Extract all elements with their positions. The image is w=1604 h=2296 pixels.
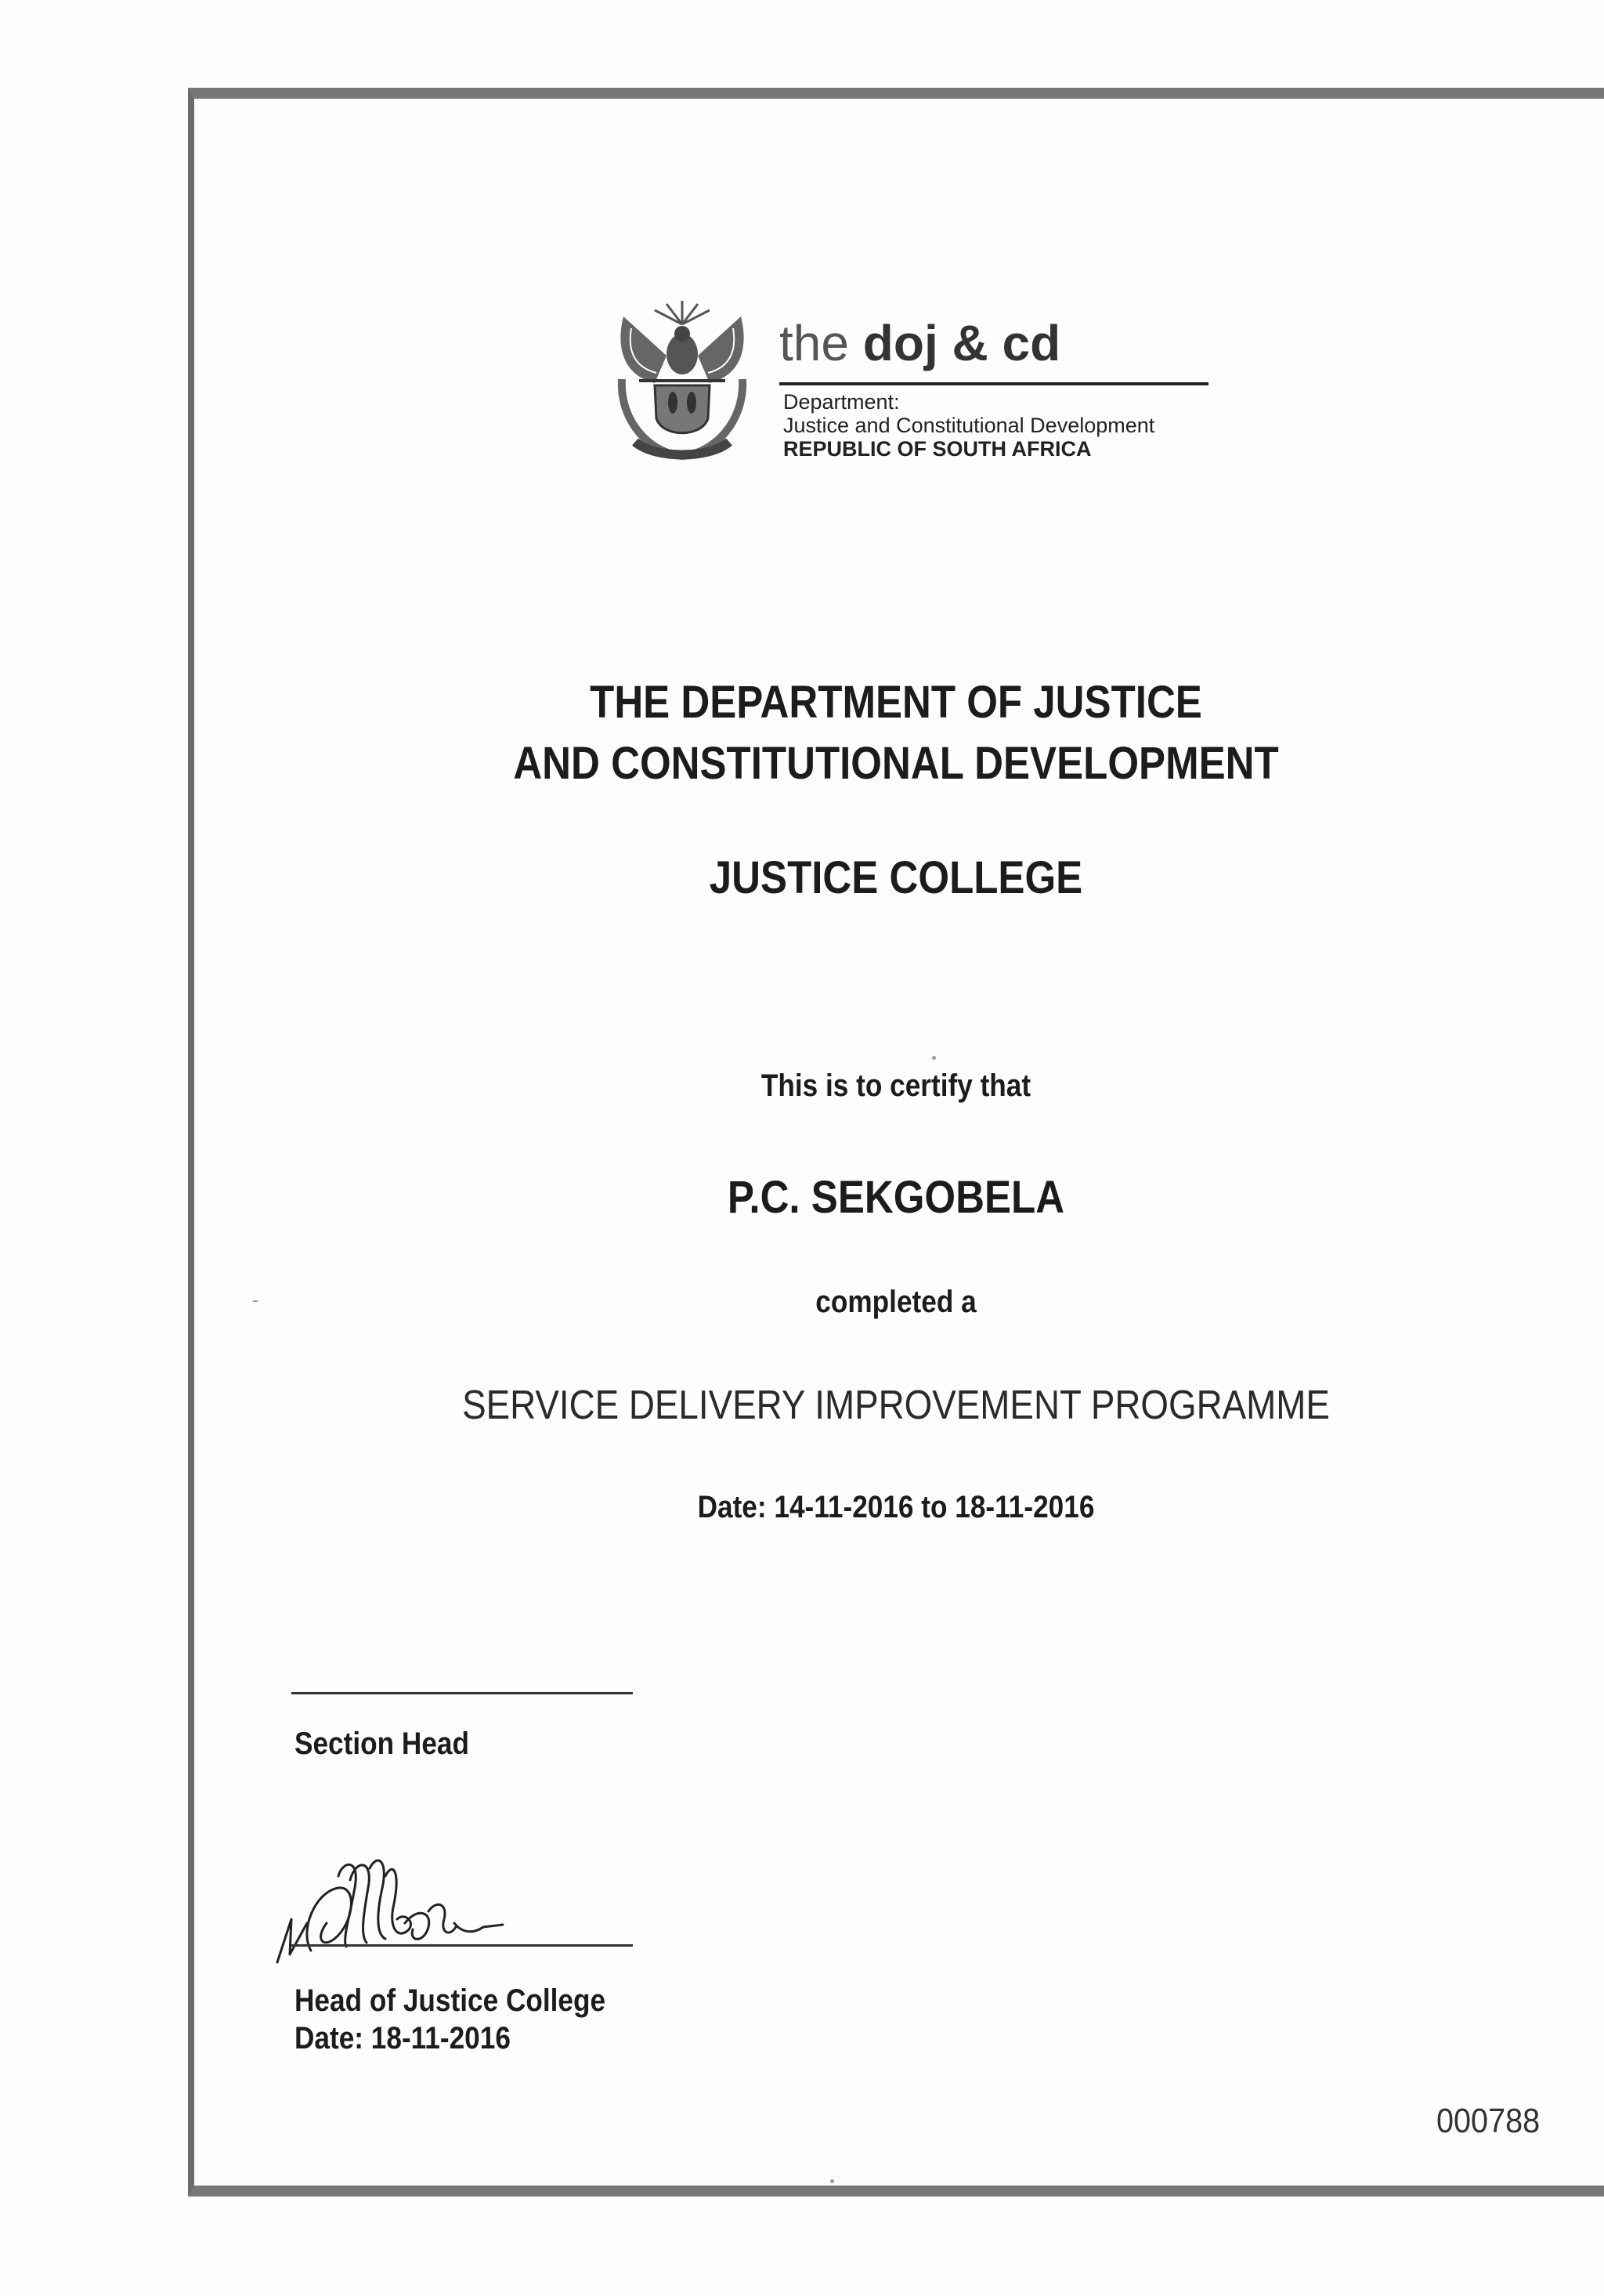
programme-dates: Date: 14-11-2016 to 18-11-2016	[697, 1490, 1095, 1524]
completed-text: completed a	[815, 1285, 977, 1319]
scan-speck	[252, 1300, 258, 1302]
scan-speck	[830, 2179, 834, 2183]
logo-line-republic: REPUBLIC OF SOUTH AFRICA	[783, 437, 1092, 461]
logo-line-justice: Justice and Constitutional Development	[783, 414, 1155, 437]
logo-line-department: Department:	[783, 390, 900, 414]
logo-rule	[779, 382, 1208, 385]
head-of-college-label: Head of Justice College	[294, 1983, 606, 2018]
recipient-name: P.C. SEKGOBELA	[727, 1172, 1065, 1223]
section-head-label: Section Head	[294, 1727, 469, 1761]
serial-number: 000788	[1436, 2102, 1541, 2140]
coat-of-arms-icon	[608, 293, 757, 465]
section-head-signature-line	[291, 1692, 633, 1694]
logo-brand-name: doj & cd	[862, 315, 1061, 371]
handwritten-signature	[268, 1845, 565, 1978]
scan-speck	[932, 1056, 936, 1060]
programme-title: SERVICE DELIVERY IMPROVEMENT PROGRAMME	[462, 1383, 1330, 1428]
department-title-line2: AND CONSTITUTIONAL DEVELOPMENT	[513, 738, 1279, 789]
certify-text: This is to certify that	[760, 1068, 1031, 1103]
logo-department-lines	[783, 390, 1154, 461]
logo-wordmark	[779, 315, 1060, 371]
logo-prefix: the	[779, 315, 849, 371]
head-signature-line	[291, 1944, 633, 1947]
department-title-line1: THE DEPARTMENT OF JUSTICE	[590, 677, 1202, 728]
college-title: JUSTICE COLLEGE	[709, 852, 1083, 903]
head-signature-date: Date: 18-11-2016	[294, 2021, 511, 2056]
